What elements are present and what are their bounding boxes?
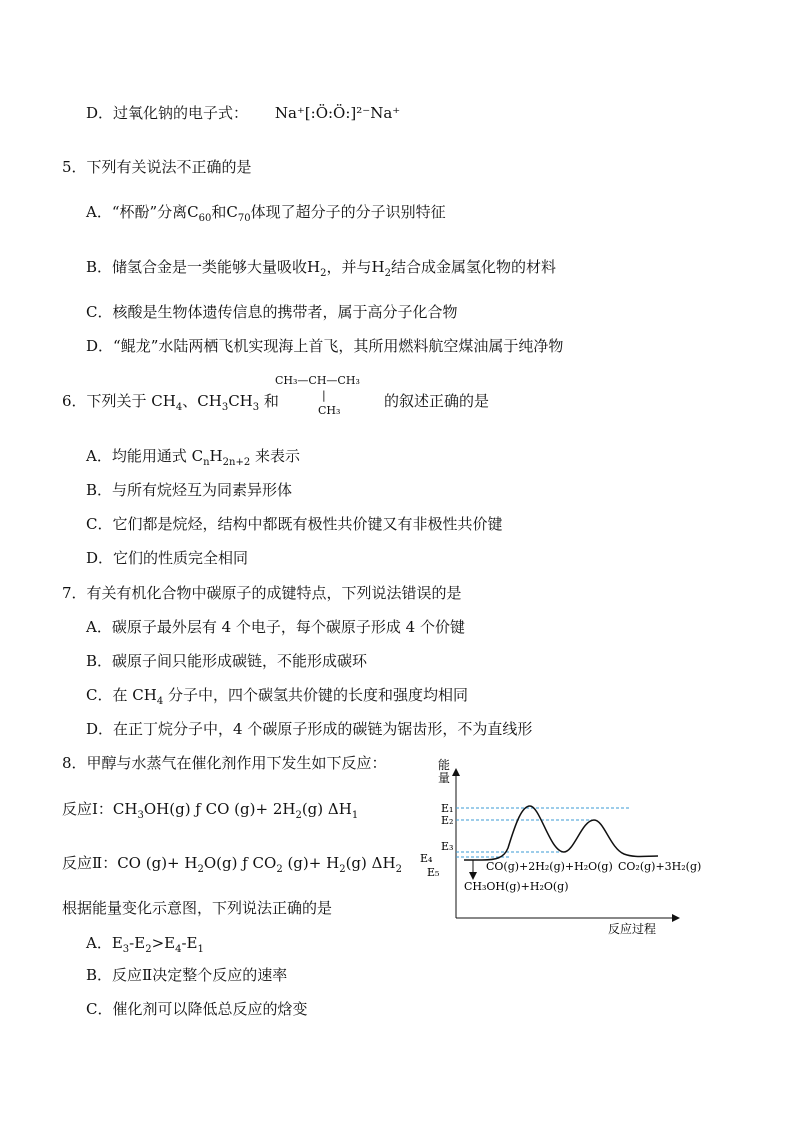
final-state-label: CO₂(g)+3H₂(g) [618,860,702,873]
q8-prompt: 根据能量变化示意图，下列说法正确的是 [62,899,333,917]
q6-stem: 6．下列关于 $CH_4$、$CH_3CH_3$ 和 [62,392,279,413]
electron-formula: Na⁺[:Ö:Ö:]²⁻Na⁺ [274,104,401,122]
y-axis-label-1: 能 [438,758,451,772]
q6-option-c: C．它们都是烷烃，结构中都既有极性共价键又有非极性共价键 [86,515,503,533]
x-axis-label: 反应过程 [608,922,657,936]
intermediate-state-label: CO(g)+2H₂(g)+H₂O(g) [486,860,613,873]
q8-option-a: A．$E_3-E_2>E_4-E_1$ [86,934,204,955]
y-axis-label-2: 量 [438,771,451,785]
q4-option-d: D．过氧化钠的电子式： Na⁺[:Ö:Ö:]²⁻Na⁺ [86,104,401,122]
q8-reaction-2: 反应Ⅱ：CO $(g)+ H_2O(g)$ ƒ $CO_2$ $(g)+ H_2(g)$ $\Delta H_2$ [62,854,402,875]
isobutane-structure [272,372,387,424]
q8-option-c: C．催化剂可以降低总反应的焓变 [86,1000,308,1018]
level-label-e4: E₄ [420,852,433,865]
q7-option-b: B．碳原子间只能形成碳链，不能形成碳环 [86,652,368,670]
q7-stem: 7．有关有机化合物中碳原子的成键特点，下列说法错误的是 [62,584,462,602]
level-label-e2: E₂ [441,814,454,827]
q6-option-b: B．与所有烷烃互为同素异形体 [86,481,293,499]
q5-option-a: A．“杯酚”分离$C_{60}$和$C_{70}$体现了超分子的分子识别特征 [86,203,446,224]
q5-option-c: C．核酸是生物体遗传信息的携带者，属于高分子化合物 [86,303,458,321]
level-label-e3: E₃ [441,840,454,853]
q5-option-b: B．储氢合金是一类能够大量吸收$H_2$，并与$H_2$结合成金属氢化物的材料 [86,258,556,279]
level-label-e5: E₅ [427,866,440,879]
q8-reaction-1: 反应Ⅰ：$CH_3OH(g)$ ƒ CO $(g)+ 2H_2(g)$ $\Delta H_1$ [62,800,359,821]
q5-stem: 5．下列有关说法不正确的是 [62,158,252,176]
level-label-e1: E₁ [441,802,454,815]
q8-option-b: B．反应Ⅱ决定整个反应的速率 [86,966,288,984]
struct-top: CH₃—CH—CH₃ [275,374,360,387]
energy-diagram [400,754,710,940]
struct-bottom: CH₃ [318,404,341,417]
q6-option-d: D．它们的性质完全相同 [86,549,249,567]
q7-option-a: A．碳原子最外层有 4 个电子，每个碳原子形成 4 个价键 [86,618,465,636]
q6-stem-end: 的叙述正确的是 [384,392,490,410]
q7-option-d: D．在正丁烷分子中，4 个碳原子形成的碳链为锯齿形，不为直线形 [86,720,533,738]
q6-option-a: A．均能用通式 $C_nH_{2n+2}$ 来表示 [86,447,300,468]
initial-state-label: CH₃OH(g)+H₂O(g) [464,880,569,893]
q8-stem: 8．甲醇与水蒸气在催化剂作用下发生如下反应： [62,754,387,772]
q5-option-d: D．“鲲龙”水陆两栖飞机实现海上首飞，其所用燃料航空煤油属于纯净物 [86,337,564,355]
struct-bond: | [322,389,326,402]
q7-option-c: C．在 $CH_4$ 分子中，四个碳氢共价键的长度和强度均相同 [86,686,468,707]
